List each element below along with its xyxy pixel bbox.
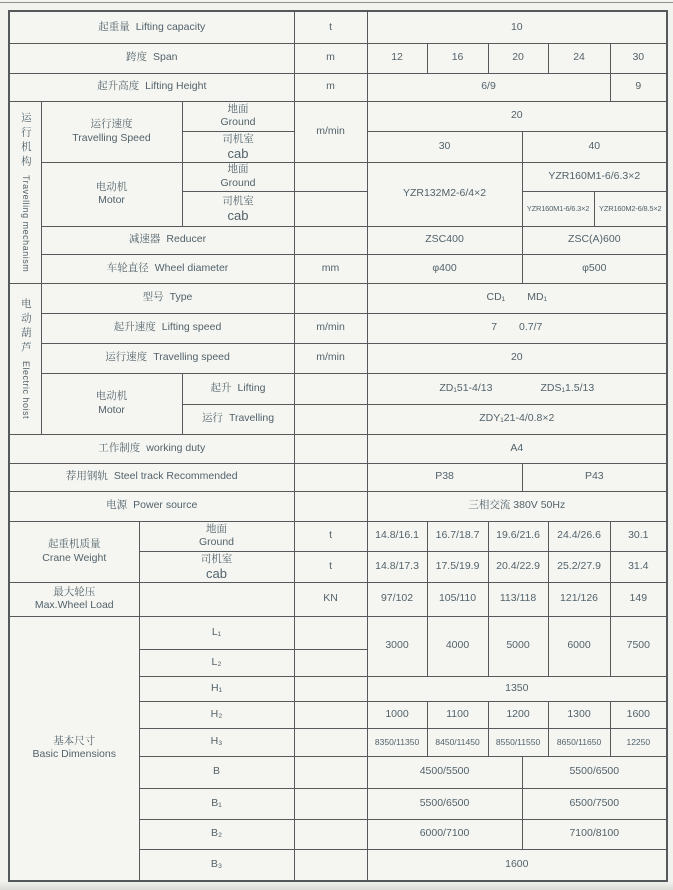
hoist-type-value-a: CD₁: [486, 291, 506, 304]
crane-weight-cab-3: 25.2/27.9: [548, 551, 610, 582]
dim-b1-unit: [294, 788, 367, 819]
travel-motor-ground-label: [182, 162, 294, 191]
row-working-duty: [9, 434, 667, 463]
crane-weight-cab-label: [139, 551, 294, 582]
row-travel-motor-ground: [9, 162, 667, 191]
span-label-en: Span: [153, 51, 178, 64]
max-wheel-load-label-en: Max.Wheel Load: [34, 599, 114, 611]
row-max-wheel-load: [9, 582, 667, 616]
hoist-motor-label: [41, 373, 182, 434]
row-wheel-diameter: [9, 254, 667, 283]
hoist-motor-lifting-value-a: ZD₁51-4/13: [439, 381, 493, 394]
dim-h2-4: 1600: [610, 701, 667, 728]
row-hoist-travelling-speed: [9, 343, 667, 373]
travelling-speed-label: [41, 101, 182, 162]
ground-label-en: Ground: [199, 536, 235, 548]
steel-track-label-zh: 荐用钢轨: [65, 470, 108, 483]
dim-b2-label: B₂: [139, 819, 294, 849]
max-wheel-load-0: 97/102: [367, 582, 427, 616]
travelling-speed-cab-value-left: 30: [367, 131, 522, 162]
dim-b3-value: 1600: [367, 849, 667, 881]
travel-motor-label: [41, 162, 182, 226]
crane-weight-ground-0: 14.8/16.1: [367, 521, 427, 551]
wheel-diameter-label: [41, 254, 294, 283]
steel-track-unit: [294, 463, 367, 491]
row-hoist-type: [9, 283, 667, 313]
dim-l1-label: L₁: [139, 616, 294, 649]
cab-label-zh: 司机室: [222, 133, 254, 146]
dim-h3-label: H₃: [139, 728, 294, 756]
power-source-value: 三相交流 380V 50Hz: [367, 491, 667, 521]
hoist-motor-lifting-value: [367, 373, 667, 404]
working-duty-label-zh: 工作制度: [98, 441, 141, 454]
dim-b3-label: B₃: [139, 849, 294, 881]
dim-l-0: 3000: [367, 616, 427, 676]
travelling-speed-label-zh: 运行速度: [90, 118, 133, 131]
row-steel-track: [9, 463, 667, 491]
reducer-label: [41, 226, 294, 254]
crane-weight-ground-2: 19.6/21.6: [488, 521, 548, 551]
dim-h1-value: 1350: [367, 676, 667, 701]
lifting-capacity-unit: t: [294, 11, 367, 43]
wheel-diameter-value-right: φ500: [522, 254, 667, 283]
power-source-label-zh: 电源: [106, 499, 128, 512]
hoist-type-label-en: Type: [169, 291, 193, 304]
hoist-motor-travelling-unit: [294, 404, 367, 434]
power-source-label: [9, 491, 294, 521]
steel-track-label-en: Steel track Recommended: [113, 470, 238, 483]
row-hoist-motor-lifting: [9, 373, 667, 404]
dim-l1-unit: [294, 616, 367, 649]
hoist-lifting-speed-value: [367, 313, 667, 343]
span-unit: m: [294, 43, 367, 73]
wheel-diameter-label-en: Wheel diameter: [154, 261, 229, 274]
max-wheel-load-2: 113/118: [488, 582, 548, 616]
hoist-type-unit: [294, 283, 367, 313]
max-wheel-load-label-zh: 最大轮压: [53, 585, 96, 598]
row-crane-weight-ground: [9, 521, 667, 551]
crane-weight-ground-4: 30.1: [610, 521, 667, 551]
crane-weight-cab-unit: t: [294, 551, 367, 582]
working-duty-unit: [294, 434, 367, 463]
max-wheel-load-unit: KN: [294, 582, 367, 616]
dim-h2-3: 1300: [548, 701, 610, 728]
steel-track-value-right: P43: [522, 463, 667, 491]
reducer-label-en: Reducer: [166, 233, 207, 246]
dim-h2-0: 1000: [367, 701, 427, 728]
crane-spec-table: [8, 10, 668, 882]
span-value-4: 30: [610, 43, 667, 73]
hoist-type-value-b: MD₁: [527, 291, 548, 304]
dim-l2-unit: [294, 649, 367, 676]
span-value-3: 24: [548, 43, 610, 73]
hoist-motor-travelling-label-zh: 运行: [201, 412, 223, 425]
working-duty-label-en: working duty: [146, 441, 206, 454]
crane-weight-ground-1: 16.7/18.7: [427, 521, 488, 551]
hoist-motor-label-zh: 电动机: [95, 390, 128, 403]
dim-h1-unit: [294, 676, 367, 701]
dim-l-3: 6000: [548, 616, 610, 676]
section-basic-dimensions: [9, 616, 139, 881]
wheel-diameter-label-zh: 车轮直径: [106, 261, 149, 274]
cab-label-zh: 司机室: [222, 195, 254, 208]
power-source-unit: [294, 491, 367, 521]
hoist-lifting-speed-value-b: 0.7/7: [519, 321, 543, 334]
dim-h1-label: H₁: [139, 676, 294, 701]
page-top-rule: [0, 2, 673, 3]
hoist-motor-lifting-label: [182, 373, 294, 404]
working-duty-label: [9, 434, 294, 463]
dim-b1-label: B₁: [139, 788, 294, 819]
lifting-height-label-en: Lifting Height: [145, 80, 207, 93]
travel-motor-label-zh: 电动机: [95, 180, 128, 193]
reducer-label-zh: 减速器: [128, 233, 161, 246]
hoist-type-label-zh: 型号: [142, 291, 164, 304]
row-travelling-speed-ground: [9, 101, 667, 131]
crane-weight-ground-3: 24.4/26.6: [548, 521, 610, 551]
crane-weight-cab-0: 14.8/17.3: [367, 551, 427, 582]
dim-b2-unit: [294, 819, 367, 849]
dim-b1-left: 5500/6500: [367, 788, 522, 819]
max-wheel-load-3: 121/126: [548, 582, 610, 616]
working-duty-value: A4: [367, 434, 667, 463]
span-label-zh: 跨度: [126, 51, 147, 64]
dim-b-left: 4500/5500: [367, 756, 522, 788]
ground-label-zh: 地面: [227, 163, 249, 176]
reducer-unit: [294, 226, 367, 254]
hoist-lifting-speed-value-a: 7: [491, 321, 498, 334]
dim-b2-left: 6000/7100: [367, 819, 522, 849]
span-label: [9, 43, 294, 73]
reducer-value-right: ZSC(A)600: [522, 226, 667, 254]
hoist-motor-travelling-label: [182, 404, 294, 434]
cab-label-en: cab: [227, 207, 249, 223]
lifting-capacity-value: 10: [367, 11, 667, 43]
lifting-height-unit: m: [294, 73, 367, 101]
cab-label-en: cab: [206, 565, 227, 581]
section-electric-hoist-en: Electric hoist: [20, 360, 31, 420]
travel-motor-value-bottom-left: YZR160M1-6/6.3×2: [522, 191, 594, 226]
steel-track-label: [9, 463, 294, 491]
travel-motor-label-en: Motor: [98, 194, 125, 206]
dim-l-2: 5000: [488, 616, 548, 676]
max-wheel-load-spacer: [139, 582, 294, 616]
dim-h3-1: 8450/11450: [427, 728, 488, 756]
hoist-motor-lifting-unit: [294, 373, 367, 404]
travel-motor-unit-cab: [294, 191, 367, 226]
row-lifting-capacity: [9, 11, 667, 43]
section-electric-hoist: [9, 283, 41, 434]
hoist-travelling-speed-value: 20: [367, 343, 667, 373]
hoist-motor-label-en: Motor: [98, 403, 125, 416]
travelling-speed-ground-label: [182, 101, 294, 131]
crane-weight-cab-4: 31.4: [610, 551, 667, 582]
span-value-0: 12: [367, 43, 427, 73]
ground-label-en: Ground: [220, 176, 256, 189]
hoist-motor-travelling-label-en: Travelling: [228, 412, 275, 425]
hoist-motor-lifting-label-zh: 起升: [210, 381, 232, 394]
hoist-travelling-speed-label: [41, 343, 294, 373]
section-basic-dimensions-zh: 基本尺寸: [53, 735, 96, 748]
travelling-speed-ground-value: 20: [367, 101, 667, 131]
section-travelling-mechanism-zh: 运行机构: [19, 111, 32, 170]
travelling-speed-label-en: Travelling Speed: [72, 131, 151, 144]
travel-motor-value-right-top: YZR160M1-6/6.3×2: [522, 162, 667, 191]
section-travelling-mechanism: [9, 101, 41, 283]
crane-weight-label-zh: 起重机质量: [48, 538, 101, 551]
dim-h3-0: 8350/11350: [367, 728, 427, 756]
lifting-capacity-label-en: Lifting capacity: [135, 20, 206, 33]
lifting-height-value-last: 9: [610, 73, 667, 101]
wheel-diameter-value-left: φ400: [367, 254, 522, 283]
dim-b3-unit: [294, 849, 367, 881]
cab-label-en: cab: [227, 145, 249, 161]
hoist-travelling-speed-label-en: Travelling speed: [153, 351, 230, 364]
span-value-1: 16: [427, 43, 488, 73]
crane-weight-cab-2: 20.4/22.9: [488, 551, 548, 582]
travelling-speed-cab-label: [182, 131, 294, 162]
dim-h2-1: 1100: [427, 701, 488, 728]
power-source-label-en: Power source: [133, 499, 198, 512]
dim-h2-unit: [294, 701, 367, 728]
hoist-type-label: [41, 283, 294, 313]
crane-weight-cab-1: 17.5/19.9: [427, 551, 488, 582]
dim-h3-unit: [294, 728, 367, 756]
reducer-value-left: ZSC400: [367, 226, 522, 254]
crane-weight-label-en: Crane Weight: [42, 551, 107, 564]
hoist-lifting-speed-unit: m/min: [294, 313, 367, 343]
dim-l-1: 4000: [427, 616, 488, 676]
lifting-capacity-label-zh: 起重量: [98, 20, 130, 33]
crane-weight-label: [9, 521, 139, 582]
dim-l2-label: L₂: [139, 649, 294, 676]
travel-motor-value-bottom-right: YZR160M2-6/8.5×2: [594, 191, 667, 226]
ground-label-zh: 地面: [227, 102, 249, 115]
section-travelling-mechanism-en: Travelling mechanism: [20, 174, 31, 273]
max-wheel-load-label: [9, 582, 139, 616]
hoist-type-value: [367, 283, 667, 313]
hoist-lifting-speed-label: [41, 313, 294, 343]
row-dim-l1: [9, 616, 667, 649]
lifting-height-value-main: 6/9: [367, 73, 610, 101]
hoist-motor-travelling-value: ZDY₁21-4/0.8×2: [367, 404, 667, 434]
travel-motor-cab-label: [182, 191, 294, 226]
dim-h3-2: 8550/11550: [488, 728, 548, 756]
steel-track-value-left: P38: [367, 463, 522, 491]
dim-b-label: B: [139, 756, 294, 788]
row-span: [9, 43, 667, 73]
ground-label-en: Ground: [220, 116, 256, 128]
dim-b2-right: 7100/8100: [522, 819, 667, 849]
hoist-travelling-speed-label-zh: 运行速度: [105, 351, 148, 364]
travelling-speed-cab-value-right: 40: [522, 131, 667, 162]
dim-l-4: 7500: [610, 616, 667, 676]
lifting-height-label: [9, 73, 294, 101]
max-wheel-load-1: 105/110: [427, 582, 488, 616]
cab-label-zh: 司机室: [200, 553, 233, 566]
dim-h3-4: 12250: [610, 728, 667, 756]
max-wheel-load-4: 149: [610, 582, 667, 616]
row-reducer: [9, 226, 667, 254]
dim-h2-label: H₂: [139, 701, 294, 728]
wheel-diameter-unit: mm: [294, 254, 367, 283]
dim-h3-3: 8650/11650: [548, 728, 610, 756]
hoist-lifting-speed-label-zh: 起升速度: [113, 321, 156, 334]
ground-label-zh: 地面: [206, 522, 228, 535]
dim-h2-2: 1200: [488, 701, 548, 728]
lifting-capacity-label: [9, 11, 294, 43]
hoist-motor-lifting-value-b: ZDS₁1.5/13: [540, 381, 595, 394]
dim-b1-right: 6500/7500: [522, 788, 667, 819]
span-value-2: 20: [488, 43, 548, 73]
travelling-speed-unit: m/min: [294, 101, 367, 162]
travel-motor-value-left: YZR132M2-6/4×2: [367, 162, 522, 226]
section-basic-dimensions-en: Basic Dimensions: [32, 748, 116, 761]
hoist-travelling-speed-unit: m/min: [294, 343, 367, 373]
row-power-source: [9, 491, 667, 521]
hoist-lifting-speed-label-en: Lifting speed: [161, 321, 222, 334]
row-lifting-height: [9, 73, 667, 101]
section-electric-hoist-zh: 电动葫芦: [19, 297, 32, 356]
crane-weight-ground-unit: t: [294, 521, 367, 551]
hoist-motor-lifting-label-en: Lifting: [237, 381, 266, 394]
crane-weight-ground-label: [139, 521, 294, 551]
lifting-height-label-zh: 起升高度: [97, 80, 140, 93]
travel-motor-unit-ground: [294, 162, 367, 191]
dim-b-unit: [294, 756, 367, 788]
row-hoist-lifting-speed: [9, 313, 667, 343]
scan-bottom-shadow: [0, 881, 673, 890]
dim-b-right: 5500/6500: [522, 756, 667, 788]
